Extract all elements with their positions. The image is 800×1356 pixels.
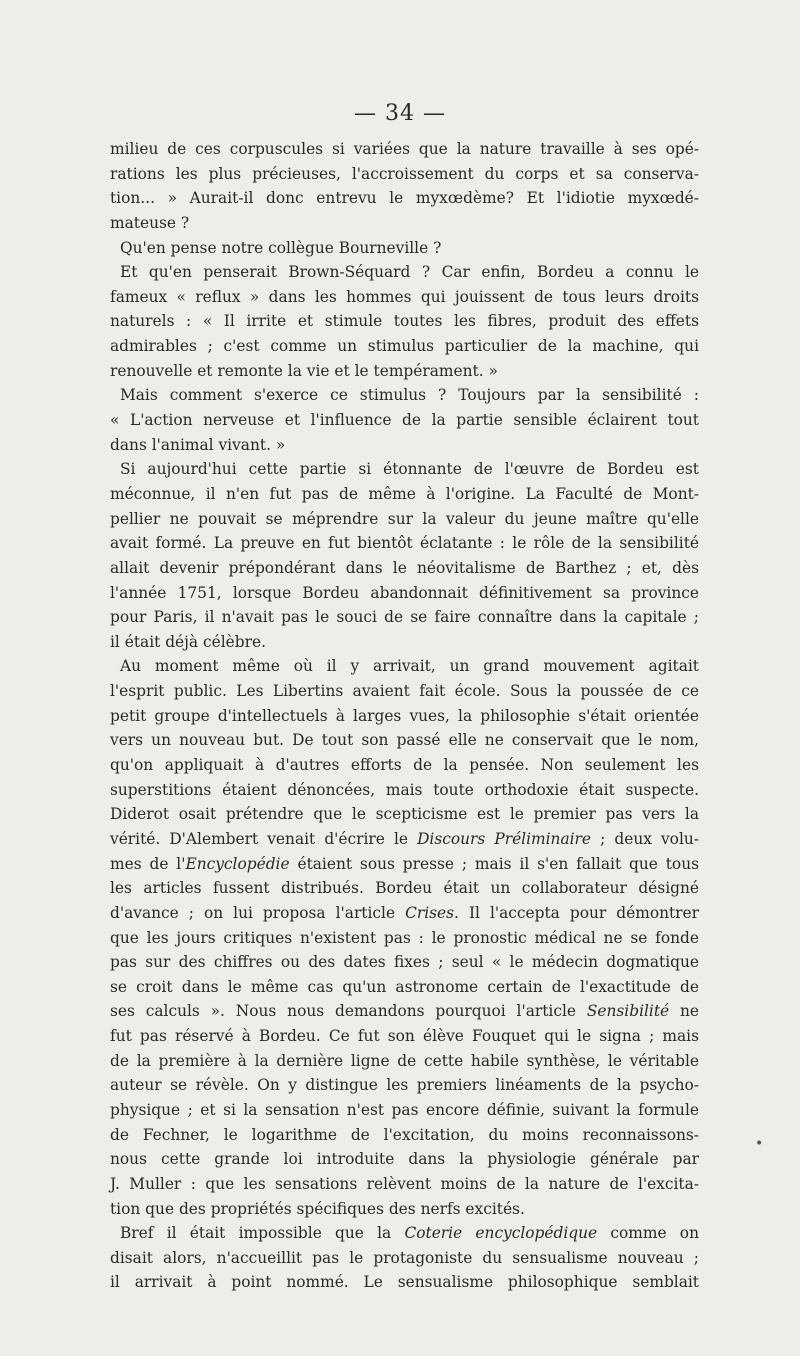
- text-segment: se croit dans le même cas qu'un astronome certain de l'exactitude de: [110, 977, 699, 996]
- text-line: [110, 852, 699, 877]
- text-segment: renouvelle et remonte la vie et le tempérament. »: [110, 361, 498, 380]
- text-segment: disait alors, n'accueillit pas le protagoniste du sensualisme nouveau ;: [110, 1248, 699, 1267]
- text-line: [110, 753, 699, 778]
- text-segment: tion... » Aurait-il donc entrevu le myxœdème? Et l'idiotie myxœdé-: [110, 189, 699, 208]
- text-segment: avait formé. La preuve en fut bientôt éclatante : le rôle de la sensibilité: [110, 534, 699, 553]
- text-line: [110, 581, 699, 606]
- text-line: [110, 704, 699, 729]
- text-segment: d'avance ; on lui proposa l'article: [110, 903, 406, 922]
- text-segment: vers un nouveau but. De tout son passé elle ne conservait que le nom,: [110, 731, 699, 750]
- text-segment: J. Muller : que les sensations relèvent moins de la nature de l'excita-: [110, 1174, 699, 1193]
- text-line: [110, 950, 699, 975]
- text-segment: comme on: [597, 1224, 699, 1243]
- text-segment: Bref il était impossible que la: [120, 1224, 405, 1243]
- text-line: [110, 309, 699, 334]
- text-segment: auteur se révèle. On y distingue les premiers linéaments de la psycho-: [110, 1076, 699, 1095]
- text-line: [110, 1147, 699, 1172]
- text-segment: milieu de ces corpuscules si variées que la nature travaille à ses opé-: [110, 140, 699, 158]
- italic-title: Sensibilité: [586, 1002, 670, 1021]
- text-segment: de la première à la dernière ligne de cette habile synthèse, le véritable: [110, 1051, 699, 1070]
- text-line: [110, 186, 699, 211]
- text-segment: pellier ne pouvait se méprendre sur la valeur du jeune maître qu'elle: [110, 509, 699, 528]
- text-line: [110, 778, 699, 803]
- text-segment: l'année 1751, lorsque Bordeu abandonnait définitivement sa province: [110, 583, 699, 602]
- text-line: [110, 137, 699, 162]
- text-line: [110, 334, 699, 359]
- text-line: [110, 630, 699, 655]
- italic-title: Coterie encyclopédique: [404, 1224, 598, 1243]
- text-segment: petit groupe d'intellectuels à larges vues, la philosophie s'était orientée: [110, 706, 699, 725]
- text-line: [110, 482, 699, 507]
- text-line: [110, 556, 699, 581]
- text-segment: il arrivait à point nommé. Le sensualisme philosophique semblait: [110, 1273, 699, 1292]
- text-segment: Si aujourd'hui cette partie si étonnante de l'œuvre de Bordeu est: [120, 460, 699, 479]
- text-line: [110, 1123, 699, 1148]
- text-segment: que les jours critiques n'existent pas : le pronostic médical ne se fonde: [110, 928, 699, 947]
- text-line: [110, 999, 699, 1024]
- text-segment: Et qu'en penserait Brown-Séquard ? Car enfin, Bordeu a connu le: [120, 263, 699, 282]
- page-number: — 34 —: [354, 101, 446, 126]
- text-line: [110, 1270, 699, 1295]
- text-line: [110, 926, 699, 951]
- italic-title: Discours Préliminaire: [417, 829, 592, 848]
- text-segment: les articles fussent distribués. Bordeu était un collaborateur désigné: [110, 879, 699, 898]
- text-segment: fut pas réservé à Bordeu. Ce fut son élève Fouquet qui le signa ; mais: [110, 1027, 699, 1046]
- text-segment: allait devenir prépondérant dans le néovitalisme de Barthez ; et, dès: [110, 558, 699, 577]
- text-line: [110, 1197, 699, 1222]
- text-line: [110, 383, 699, 408]
- text-line: [110, 1073, 699, 1098]
- text-line: [110, 827, 699, 852]
- text-segment: dans l'animal vivant. »: [110, 435, 286, 454]
- text-segment: qu'on appliquait à d'autres efforts de la pensée. Non seulement les: [110, 756, 699, 775]
- text-line: [110, 728, 699, 753]
- text-segment: naturels : « Il irrite et stimule toutes les fibres, produit des effets: [110, 312, 699, 331]
- text-line: [110, 408, 699, 433]
- text-segment: ; deux volu-: [591, 829, 699, 848]
- body-text: [110, 137, 699, 1295]
- text-line: [110, 679, 699, 704]
- text-segment: mes de l': [110, 854, 186, 873]
- text-line: [110, 975, 699, 1000]
- text-line: [110, 433, 699, 458]
- text-line: [110, 260, 699, 285]
- text-segment: Au moment même où il y arrivait, un grand mouvement agitait: [120, 657, 699, 676]
- text-line: [110, 1221, 699, 1246]
- text-segment: pour Paris, il n'avait pas le souci de se faire connaître dans la capitale ;: [110, 608, 699, 627]
- text-line: [110, 531, 699, 556]
- text-segment: de Fechner, le logarithme de l'excitation, du moins reconnaissons-: [110, 1125, 699, 1144]
- text-line: [110, 876, 699, 901]
- text-segment: Mais comment s'exerce ce stimulus ? Toujours par la sensibilité :: [120, 386, 699, 405]
- text-segment: « L'action nerveuse et l'influence de la partie sensible éclairent tout: [110, 411, 699, 430]
- text-line: [110, 802, 699, 827]
- text-line: [110, 285, 699, 310]
- text-line: [110, 1172, 699, 1197]
- text-line: [110, 901, 699, 926]
- text-line: [110, 236, 699, 261]
- text-segment: méconnue, il n'en fut pas de même à l'origine. La Faculté de Mont-: [110, 484, 699, 503]
- text-segment: . Il l'accepta pour démontrer: [454, 903, 700, 922]
- text-segment: rations les plus précieuses, l'accroissement du corps et sa conserva-: [110, 164, 699, 183]
- italic-title: Encyclopédie: [185, 854, 290, 873]
- text-segment: vérité. D'Alembert venait d'écrire le: [110, 829, 418, 848]
- text-line: [110, 457, 699, 482]
- text-segment: physique ; et si la sensation n'est pas encore définie, suivant la formule: [110, 1100, 699, 1119]
- text-line: [110, 359, 699, 384]
- text-line: [110, 1098, 699, 1123]
- text-segment: superstitions étaient dénoncées, mais toute orthodoxie était suspecte.: [110, 780, 699, 799]
- text-segment: ne: [669, 1002, 699, 1021]
- text-segment: ses calculs ». Nous nous demandons pourquoi l'article: [110, 1002, 587, 1021]
- text-line: [110, 162, 699, 187]
- text-segment: pas sur des chiffres ou des dates fixes ; seul « le médecin dogmatique: [110, 953, 699, 972]
- text-line: [110, 1024, 699, 1049]
- text-segment: Qu'en pense notre collègue Bourneville ?: [120, 238, 442, 257]
- text-segment: fameux « reflux » dans les hommes qui jouissent de tous leurs droits: [110, 287, 699, 306]
- text-segment: étaient sous presse ; mais il s'en fallait que tous: [289, 854, 700, 873]
- text-line: [110, 211, 699, 236]
- text-line: [110, 654, 699, 679]
- text-line: [110, 605, 699, 630]
- text-segment: admirables ; c'est comme un stimulus particulier de la machine, qui: [110, 337, 699, 356]
- text-line: [110, 507, 699, 532]
- text-segment: l'esprit public. Les Libertins avaient fait école. Sous la poussée de ce: [110, 682, 699, 701]
- text-segment: nous cette grande loi introduite dans la physiologie générale par: [110, 1150, 699, 1169]
- text-segment: Diderot osait prétendre que le scepticisme est le premier pas vers la: [110, 805, 699, 824]
- margin-mark: •: [755, 1136, 764, 1152]
- text-segment: il était déjà célèbre.: [110, 632, 266, 651]
- text-line: [110, 1246, 699, 1271]
- italic-title: Crises: [405, 903, 455, 922]
- text-segment: mateuse ?: [110, 213, 190, 232]
- text-line: [110, 1049, 699, 1074]
- text-segment: tion que des propriétés spécifiques des nerfs excités.: [110, 1199, 525, 1218]
